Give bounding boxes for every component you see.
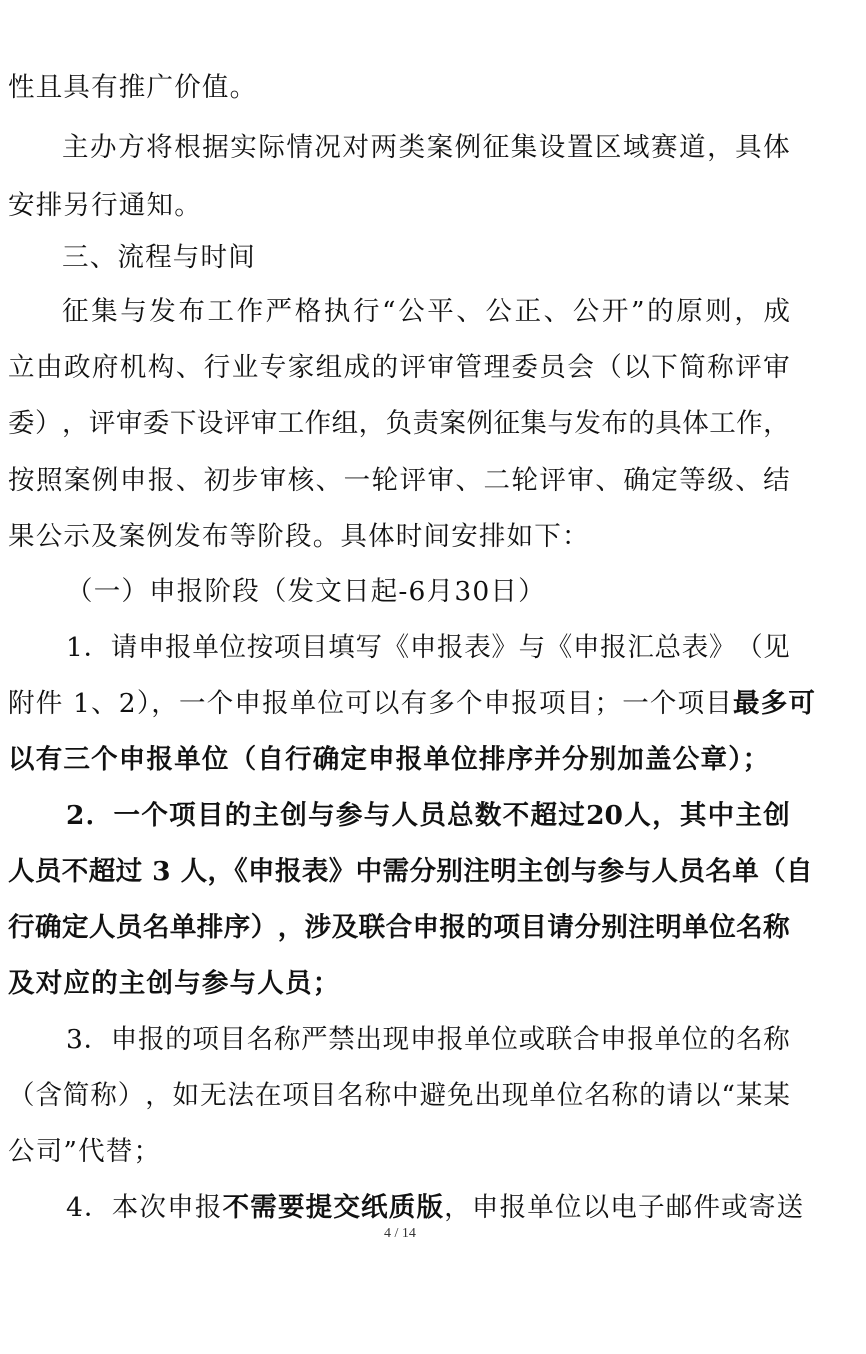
paragraph-line: 行 确 定 人 员 名 单 排 序 ） ， 涉 及 联 合 申 报 的 项 目 请 分 别 注 明 单 位 名 称 — [8, 912, 790, 943]
paragraph-line: 委 ） ， 评 审 委 下 设 评 审 工 作 组 ， 负 责 案 例 征 集 与 发 布 的 具 体 工 作 ， — [8, 408, 790, 439]
paragraph-line: 2 ． 一 个 项 目 的 主 创 与 参 与 人 员 总 数 不 超 过 20 人 ， 其 中 主 创 — [66, 800, 790, 831]
paragraph-line — [8, 684, 817, 724]
paragraph-line: 主 办 方 将 根 据 实 际 情 况 对 两 类 案 例 征 集 设 置 区 域 赛 道 ， 具 体 — [62, 132, 790, 163]
paragraph-line: 果公示及案例发布等阶段。具体时间安排如下： — [8, 521, 590, 552]
line-bold-part: 不需要提交纸质版 — [222, 1192, 445, 1223]
paragraph-line: 征 集 与 发 布 工 作 严 格 执 行 “ 公 平 、 公 正 、 公 开 ” 的 原 则 ， 成 — [62, 296, 790, 327]
subsection-heading: （一）申报阶段（发文日起-6月30日） — [66, 576, 546, 607]
line-normal-part: ，申报单位以电子邮件或寄送 — [444, 1192, 805, 1223]
paragraph-line: 1 ． 请 申 报 单 位 按 项 目 填 写 《 申 报 表 》 与 《 申 报 汇 总 表 》 （ 见 — [66, 632, 790, 663]
paragraph-line: 性且具有推广价值。 — [8, 72, 258, 103]
paragraph-line: 立 由 政 府 机 构 、 行 业 专 家 组 成 的 评 审 管 理 委 员 会 （ 以 下 简 称 评 审 — [8, 352, 790, 383]
paragraph-line: 3 ． 申 报 的 项 目 名 称 严 禁 出 现 申 报 单 位 或 联 合 申 报 单 位 的 名 称 — [66, 1024, 790, 1055]
paragraph-line: 公司”代替； — [8, 1136, 162, 1167]
paragraph-line — [66, 1188, 805, 1228]
paragraph-line: 以有三个申报单位（自行确定申报单位排序并分别加盖公章）； — [8, 744, 771, 775]
paragraph-line: （ 含 简 称 ） ， 如 无 法 在 项 目 名 称 中 避 免 出 现 单 位 名 称 的 请 以 “ 某 某 — [8, 1080, 790, 1111]
page-number: 4 / 14 — [384, 1226, 416, 1241]
paragraph-line: 人员不超过 3 人，《申报表》中需分别注明主创与参与人员名单（自 — [8, 856, 813, 887]
line-normal-part: 4．本次申报 — [66, 1192, 223, 1223]
paragraph-line: 及对应的主创与参与人员； — [8, 968, 341, 999]
line-normal-part: 附件 1、2），一个申报单位可以有多个申报项目；一个项目 — [8, 688, 733, 719]
line-bold-part: 最多可 — [733, 688, 817, 719]
section-heading: 三、流程与时间 — [62, 242, 256, 273]
paragraph-line: 安排另行通知。 — [8, 190, 202, 221]
paragraph-line: 按 照 案 例 申 报 、 初 步 审 核 、 一 轮 评 审 、 二 轮 评 审 、 确 定 等 级 、 结 — [8, 465, 790, 496]
